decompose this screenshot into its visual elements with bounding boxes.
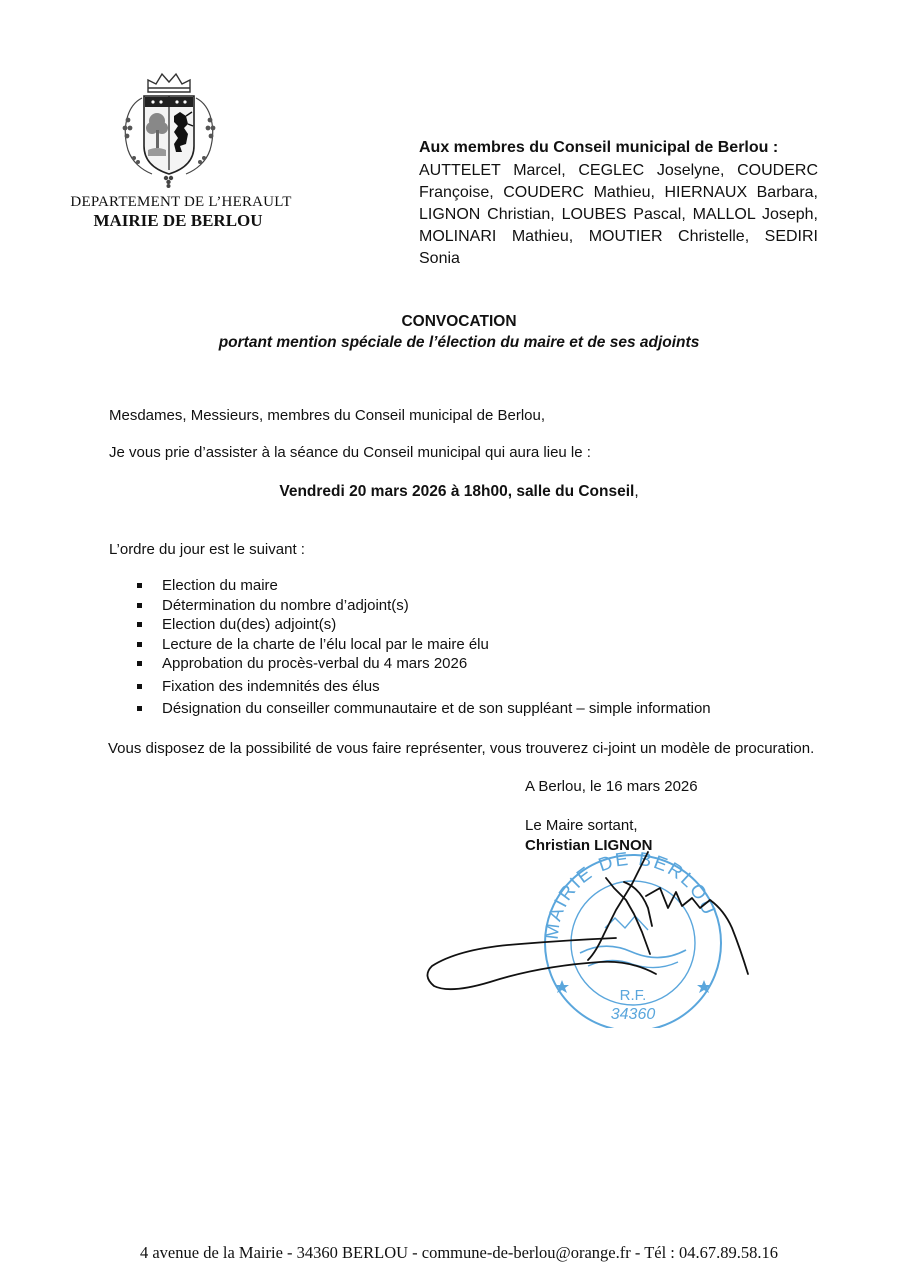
- agenda-item: Election du maire: [135, 576, 711, 596]
- convocation-title: CONVOCATION: [401, 313, 517, 330]
- place-date: A Berlou, le 16 mars 2026: [525, 778, 698, 795]
- recipients-names: AUTTELET Marcel, CEGLEC Joselyne, COUDERC Françoise, COUDERC Mathieu, HIERNAUX Barbara, LIGNON Christian, LOUBES Pascal, MALLOL Joseph, MOLINARI Mathieu, MOUTIER Christelle, SEDIRI Sonia: [419, 162, 818, 267]
- proxy-note: Vous disposez de la possibilité de vous faire représenter, vous trouverez ci-joint un modèle de procuration.: [108, 740, 815, 757]
- stamp-text-bottom: 34360: [610, 1006, 656, 1023]
- agenda-item: Election du(des) adjoint(s): [135, 615, 711, 635]
- mayor-name: Christian LIGNON: [525, 837, 653, 854]
- agenda-item: Fixation des indemnités des élus: [135, 677, 711, 697]
- stamp-text-top: MAIRIE DE BERLOU: [541, 848, 720, 941]
- meeting-punctuation: ,: [634, 483, 639, 500]
- salutation: Mesdames, Messieurs, membres du Conseil municipal de Berlou,: [109, 407, 546, 424]
- mairie-heading: MAIRIE DE BERLOU: [93, 211, 263, 230]
- mayor-role: Le Maire sortant,: [525, 817, 638, 834]
- agenda-list: [135, 576, 711, 719]
- invitation-text: Je vous prie d’assister à la séance du Conseil municipal qui aura lieu le :: [109, 444, 591, 461]
- agenda-intro: L’ordre du jour est le suivant :: [109, 541, 305, 558]
- meeting-datetime: [0, 483, 900, 501]
- coat-of-arms-logo: [108, 66, 230, 192]
- meeting-text: Vendredi 20 mars 2026 à 18h00, salle du Conseil: [279, 483, 635, 500]
- agenda-item: Détermination du nombre d’adjoint(s): [135, 596, 711, 616]
- recipients-block: [419, 137, 818, 270]
- recipients-heading: Aux membres du Conseil municipal de Berlou :: [419, 139, 779, 156]
- agenda-item: Désignation du conseiller communautaire et de son suppléant – simple information: [135, 699, 711, 719]
- agenda-item: Lecture de la charte de l’élu local par le maire élu: [135, 635, 711, 655]
- agenda-item: Approbation du procès-verbal du 4 mars 2026: [135, 654, 711, 674]
- convocation-subtitle: portant mention spéciale de l’élection du maire et de ses adjoints: [218, 334, 700, 351]
- stamp-and-signature: [420, 848, 800, 1028]
- stamp-rf: R.F.: [619, 987, 647, 1004]
- department-heading: DEPARTEMENT DE L’HERAULT: [70, 194, 292, 210]
- footer-address: 4 avenue de la Mairie - 34360 BERLOU - commune-de-berlou@orange.fr - Tél : 04.67.89.58.16: [139, 1243, 779, 1262]
